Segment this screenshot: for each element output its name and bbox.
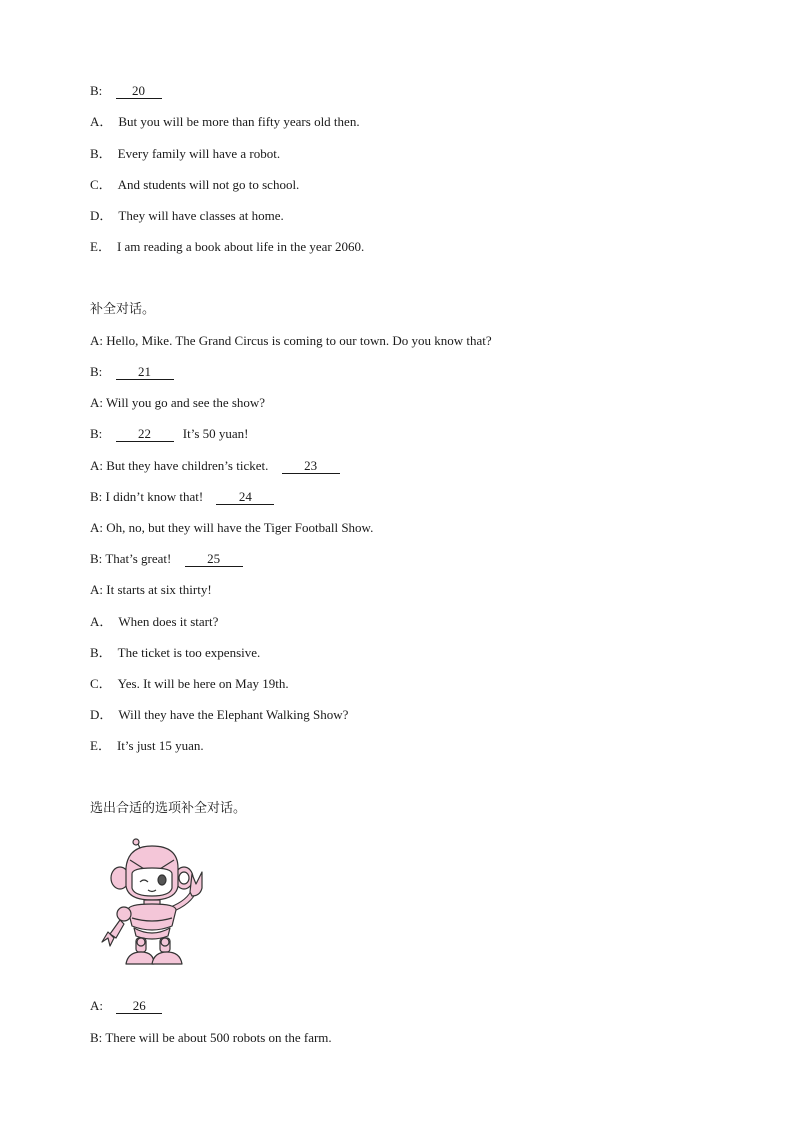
option-d: D． They will have classes at home.: [90, 208, 284, 223]
dialogue-line: A: Hello, Mike. The Grand Circus is coming to our town. Do you know that?: [90, 333, 492, 348]
answer-blank-21[interactable]: 21: [116, 365, 174, 380]
dialogue-line: A: Will you go and see the show?: [90, 395, 266, 410]
option-e: E． I am reading a book about life in the year 2060.: [90, 239, 365, 254]
answer-blank-23[interactable]: 23: [282, 459, 340, 474]
option-e: E． It’s just 15 yuan.: [90, 738, 204, 753]
dialogue-line: B: There will be about 500 robots on the farm.: [90, 1030, 332, 1045]
answer-blank-20[interactable]: 20: [116, 84, 162, 99]
answer-blank-26[interactable]: 26: [116, 999, 162, 1014]
answer-blank-22[interactable]: 22: [116, 427, 174, 442]
dialogue-line: A: But they have children’s ticket. 23: [90, 458, 340, 474]
option-a: A． When does it start?: [90, 614, 219, 629]
dialogue-line: B: That’s great! 25: [90, 551, 243, 567]
section-heading: 选出合适的选项补全对话。: [90, 801, 247, 816]
speaker-label: B:: [90, 83, 103, 98]
dialogue-line: B: 22 It’s 50 yuan!: [90, 426, 249, 441]
robot-illustration: [98, 838, 218, 974]
dialogue-line-b-20: [90, 83, 162, 99]
option-b: B． Every family will have a robot.: [90, 146, 281, 161]
option-c: C． Yes. It will be here on May 19th.: [90, 676, 289, 691]
dialogue-line: A: It starts at six thirty!: [90, 582, 212, 597]
answer-blank-25[interactable]: 25: [185, 552, 243, 567]
option-c: C． And students will not go to school.: [90, 177, 300, 192]
dialogue-line: B: 21: [90, 364, 174, 380]
dialogue-line: A: Oh, no, but they will have the Tiger Football Show.: [90, 520, 374, 535]
option-b: B． The ticket is too expensive.: [90, 645, 261, 660]
dialogue-line: A: 26: [90, 998, 162, 1014]
dialogue-line: B: I didn’t know that! 24: [90, 489, 274, 505]
answer-blank-24[interactable]: 24: [216, 490, 274, 505]
section-heading: 补全对话。: [90, 302, 156, 317]
option-a: A． But you will be more than fifty years old then.: [90, 114, 360, 129]
option-d: D． Will they have the Elephant Walking Show?: [90, 707, 349, 722]
